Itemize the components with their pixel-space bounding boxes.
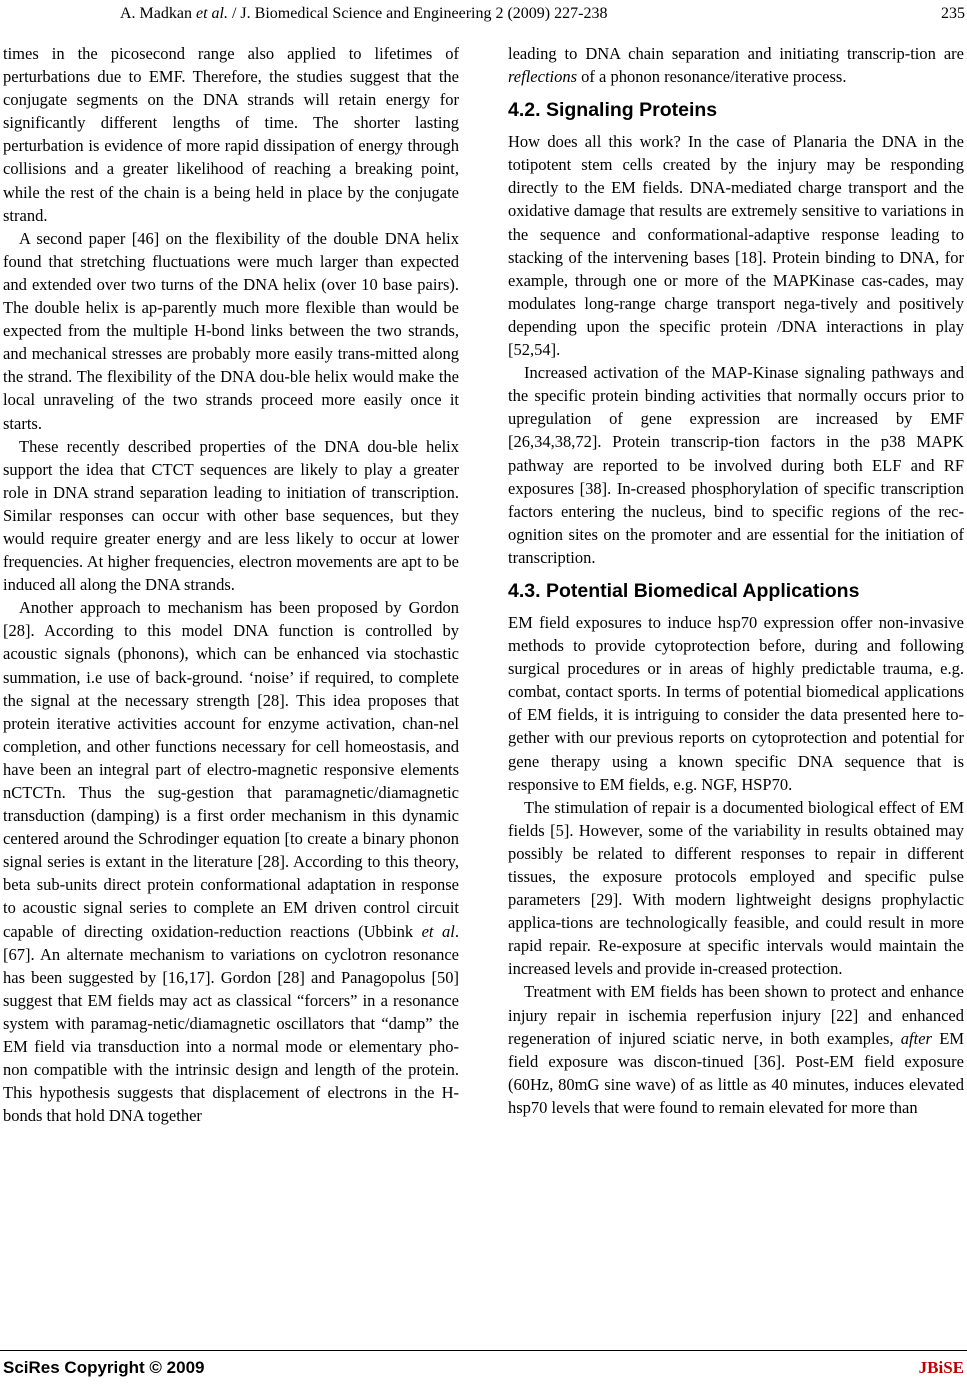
running-header	[0, 2, 967, 26]
page-number: 235	[941, 5, 965, 22]
paragraph-text: . [67]. An alternate mechanism to variations on cyclotron resonance has been suggested by [16,17]. Gordon [28] and Panagopolus [50] suggest that EM fields may act as classical “forcers” in a resonance system with paramag-netic/diamagnetic oscillators that “damp” the EM field via transduction into a normal mode or elementary pho-non compatible with the intrinsic design and length of the protein. This hypothesis suggests that displacement of electrons in the H-bonds that hold DNA together	[3, 921, 460, 1126]
paragraph-text: EM field exposure was discon-tinued [36]. Post-EM field exposure (60Hz, 80mG sine wave) of as little as 40 minutes, induces elevated hsp70 levels that were found to remain elevated for more than	[508, 1028, 964, 1117]
paragraph: EM field exposures to induce hsp70 expression offer non-invasive methods to provide cytoprotection before, during and following surgical procedures or in areas of highly predictable trauma, e.g. combat, contact sports. In terms of potential biomedical applications of EM fields, it is intriguing to consider the data presented here to-gether with our previous reports on cytoprotection and potential for gene therapy using a known specific DNA sequence that is responsive to EM fields, e.g. NGF, HSP70.	[508, 612, 964, 794]
paragraph: A second paper [46] on the flexibility of the double DNA helix found that stretching fluctuations were much larger than expected and extended over two turns of the DNA helix (over 10 base pairs). The double helix is ap-parently much more flexible than would be expected from the multiple H-bond links between the two strands, and mechanical stresses are probably more easily trans-mitted along the strand. The flexibility of the DNA dou-ble helix would make the local unraveling of the two strands proceed more easily once it starts.	[3, 228, 459, 433]
paragraph: Increased activation of the MAP-Kinase signaling pathways and the specific protein binding activities that normally occurs prior to upregulation of gene expression are increased by EMF [26,34,38,72]. Protein transcrip-tion factors in the p38 MAPK pathway are reported to be involved during both ELF and RF exposures [38]. In-creased phosphorylation of specific transcription factors entering the nucleus, bind to specific regions of the rec-ognition sites on the promoter and are essential for the initiation of transcription.	[508, 363, 964, 567]
section-heading: 4.2. Signaling Proteins	[508, 99, 718, 122]
paragraph	[508, 980, 964, 1119]
paragraph: How does all this work? In the case of Planaria the DNA in the totipotent stem cells created by the injury may be responding directly to the EM fields. DNA-mediated charge transport and the oxidative damage that results are extremely sensitive to variations in the sequence and conformational-adaptive response leading to stacking of the intervening bases [18]. Protein binding to DNA, for example, through one or more of the MAPKinase cas-cades, may modulates long-range charge transport nega-tively and positively depending upon the specific protein /DNA interactions in play [52,54].	[508, 132, 964, 360]
paragraph-text: Another approach to mechanism has been proposed by Gordon [28]. According to this model DNA function is controlled by acoustic signals (phonons), which can be enhanced via stochastic summation, i.e use of back-ground. ‘noise’ if required, to complete the signal at the necessary strength [28]. This idea proposes that protein iterative activities account for enzyme activation, chan-nel completion, and other functions necessary for cell homeostasis, and have been an integral part of electro-magnetic responsive elements nCTCTn. Thus the sug-gestion that paramagnetic/diamagnetic transduction (damping) is a first order mechanism in this dynamic centered around the Schrodinger equation [to create a binary phonon signal series is extant in the literature [28]. According to this theory, beta sub-units direct protein conformational adaptation in response to acoustic signal series to complete an EM driven control circuit capable of directing oxidation-reduction reactions (Ubbink	[3, 598, 459, 941]
paragraph-text: Treatment with EM fields has been shown to protect and enhance injury repair in ischemia reperfusion injury [22] and enhanced regeneration of injured sciatic nerve, in both examples,	[508, 982, 964, 1048]
header-authors: A. Madkan	[120, 5, 192, 22]
footer-copyright: SciRes Copyright © 2009	[3, 1358, 205, 1377]
header-et-al: et al.	[195, 5, 228, 22]
italic-text: et al	[421, 921, 455, 941]
paragraph: These recently described properties of the DNA dou-ble helix support the idea that CTCT sequences are likely to play a greater role in DNA strand separation leading to initiation of transcription. Similar responses can occur with other base sequences, but they would require greater energy and are less likely to occur at lower frequencies. At higher frequencies, electron movements are apt to be induced all along the DNA strands.	[3, 436, 459, 595]
right-column	[508, 42, 964, 1119]
footer-journal-abbr: JBiSE	[918, 1358, 964, 1377]
left-column	[3, 42, 459, 1127]
italic-text: after	[900, 1028, 932, 1048]
footer-rule	[0, 1350, 967, 1351]
paragraph-text: of a phonon resonance/iterative process.	[577, 67, 847, 87]
header-journal: / J. Biomedical Science and Engineering 2 (2009) 227-238	[227, 5, 608, 22]
paragraph: times in the picosecond range also applied to lifetimes of perturbations due to EMF. Therefore, the studies suggest that the conjugate segments on the DNA strands will retain energy for significantly different lengths of time. The shorter lasting perturbation is evidence of more rapid dissipation of energy through collisions and a greater likelihood of reaching a breaking point, while the rest of the chain is a being held in place by the conjugate strand.	[3, 44, 459, 225]
paragraph	[3, 596, 459, 1127]
italic-text: reflections	[508, 67, 578, 87]
section-heading: 4.3. Potential Biomedical Applications	[508, 579, 860, 602]
paragraph-text: leading to DNA chain separation and initiating transcrip-tion are	[508, 44, 964, 63]
running-title	[120, 2, 607, 26]
paragraph	[508, 42, 964, 88]
paragraph: The stimulation of repair is a documented biological effect of EM fields [5]. However, some of the variability in results obtained may possibly be related to different responses to repair in different tissues, the exposure protocols employed and specific pulse parameters [29]. With modern lightweight designs prophylactic applica-tions are technologically feasible, and could result in more rapid repair. Re-exposure at specific intervals would maintain the increased levels and provide in-creased protection.	[508, 797, 964, 979]
